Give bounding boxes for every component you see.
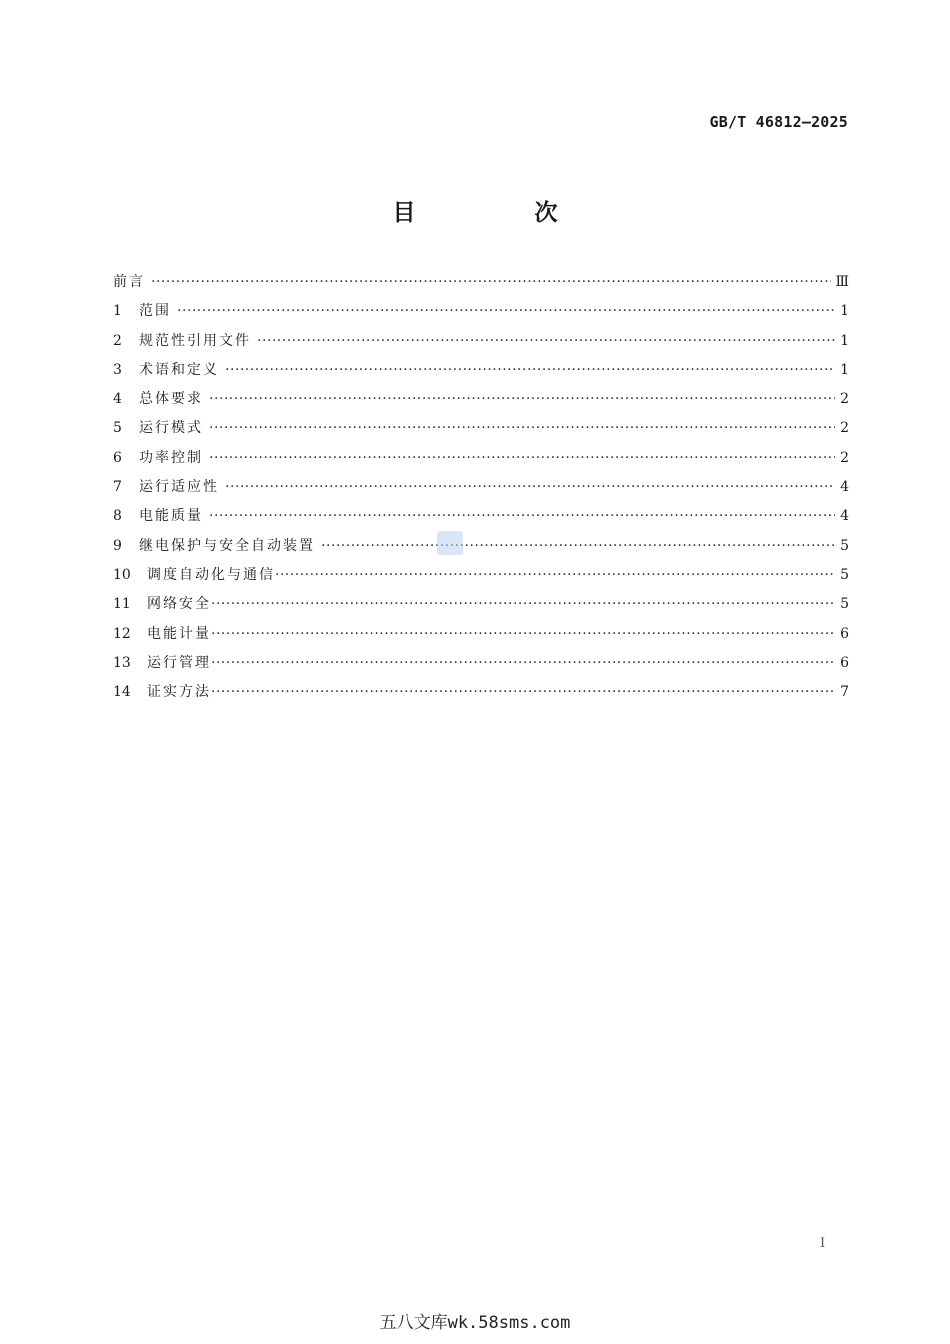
toc-entry-text: 继电保护与安全自动装置 bbox=[139, 537, 315, 554]
toc-entry-page: 5 bbox=[840, 596, 849, 613]
toc-entry-number: 14 bbox=[113, 684, 131, 701]
toc-leader bbox=[209, 508, 835, 524]
toc-entry-page: 7 bbox=[840, 684, 849, 701]
toc-entry-number: 12 bbox=[113, 625, 131, 642]
toc-leader bbox=[211, 684, 835, 700]
toc-entry-number: 3 bbox=[113, 361, 122, 378]
toc-entry-text: 证实方法 bbox=[147, 684, 211, 701]
toc-leader bbox=[177, 303, 835, 319]
toc-entry-page: Ⅲ bbox=[835, 274, 849, 290]
toc-entry-text: 前言 bbox=[113, 274, 145, 290]
toc-entry-page: 1 bbox=[840, 332, 849, 349]
standard-code: GB/T 46812—2025 bbox=[709, 113, 848, 131]
toc-entry-text: 功率控制 bbox=[139, 449, 203, 466]
toc-leader bbox=[275, 567, 835, 583]
toc-leader bbox=[257, 333, 835, 349]
toc-entry-foreword[interactable] bbox=[113, 271, 849, 300]
toc-entry-8[interactable] bbox=[113, 505, 849, 534]
toc-entry-page: 4 bbox=[840, 479, 849, 496]
toc-entry-text: 网络安全 bbox=[147, 596, 211, 613]
toc-entry-number: 8 bbox=[113, 508, 122, 525]
toc-entry-text: 电能质量 bbox=[139, 508, 203, 525]
toc-entry-12[interactable] bbox=[113, 623, 849, 652]
toc-entry-text: 调度自动化与通信 bbox=[147, 566, 275, 583]
toc-entry-3[interactable] bbox=[113, 359, 849, 388]
table-of-contents bbox=[113, 271, 849, 710]
toc-entry-9[interactable] bbox=[113, 535, 849, 564]
page-number: I bbox=[820, 1236, 826, 1251]
toc-entry-10[interactable] bbox=[113, 564, 849, 593]
toc-entry-page: 5 bbox=[840, 537, 849, 554]
toc-entry-number: 4 bbox=[113, 391, 122, 408]
toc-entry-text: 规范性引用文件 bbox=[139, 332, 251, 349]
toc-leader bbox=[211, 626, 835, 642]
toc-entry-page: 2 bbox=[840, 420, 849, 437]
toc-leader bbox=[151, 274, 831, 290]
toc-entry-number: 6 bbox=[113, 449, 122, 466]
toc-leader bbox=[209, 391, 835, 407]
watermark-logo bbox=[437, 531, 463, 555]
toc-entry-page: 6 bbox=[840, 625, 849, 642]
toc-leader bbox=[209, 420, 835, 436]
toc-entry-text: 总体要求 bbox=[139, 391, 203, 408]
toc-entry-page: 4 bbox=[840, 508, 849, 525]
toc-entry-page: 1 bbox=[840, 361, 849, 378]
toc-entry-number: 1 bbox=[113, 303, 122, 320]
toc-entry-page: 2 bbox=[840, 449, 849, 466]
toc-entry-text: 术语和定义 bbox=[139, 361, 219, 378]
toc-leader bbox=[225, 362, 835, 378]
toc-leader bbox=[321, 538, 835, 554]
toc-entry-6[interactable] bbox=[113, 447, 849, 476]
toc-leader bbox=[211, 596, 835, 612]
footer-site-text: 五八文库wk.58sms.com bbox=[379, 1313, 571, 1333]
toc-entry-number: 10 bbox=[113, 566, 131, 583]
toc-entry-page: 6 bbox=[840, 654, 849, 671]
toc-entry-text: 运行管理 bbox=[147, 654, 211, 671]
toc-entry-number: 9 bbox=[113, 537, 122, 554]
page-title: 目 次 bbox=[392, 200, 606, 226]
toc-entry-page: 1 bbox=[840, 303, 849, 320]
toc-entry-text: 运行适应性 bbox=[139, 479, 219, 496]
toc-entry-page: 2 bbox=[840, 391, 849, 408]
toc-entry-number: 13 bbox=[113, 654, 131, 671]
toc-leader bbox=[209, 450, 835, 466]
toc-entry-7[interactable] bbox=[113, 476, 849, 505]
toc-entry-number: 11 bbox=[113, 596, 131, 613]
toc-entry-page: 5 bbox=[840, 566, 849, 583]
toc-entry-number: 7 bbox=[113, 479, 122, 496]
toc-leader bbox=[211, 655, 835, 671]
toc-entry-13[interactable] bbox=[113, 652, 849, 681]
toc-entry-number: 5 bbox=[113, 420, 122, 437]
toc-entry-text: 电能计量 bbox=[147, 625, 211, 642]
toc-entry-text: 运行模式 bbox=[139, 420, 203, 437]
toc-entry-14[interactable] bbox=[113, 681, 849, 710]
toc-entry-text: 范围 bbox=[139, 303, 171, 320]
toc-entry-4[interactable] bbox=[113, 388, 849, 417]
toc-entry-5[interactable] bbox=[113, 417, 849, 446]
toc-entry-2[interactable] bbox=[113, 330, 849, 359]
toc-entry-11[interactable] bbox=[113, 593, 849, 622]
toc-entry-1[interactable] bbox=[113, 300, 849, 329]
toc-entry-number: 2 bbox=[113, 332, 122, 349]
toc-leader bbox=[225, 479, 835, 495]
